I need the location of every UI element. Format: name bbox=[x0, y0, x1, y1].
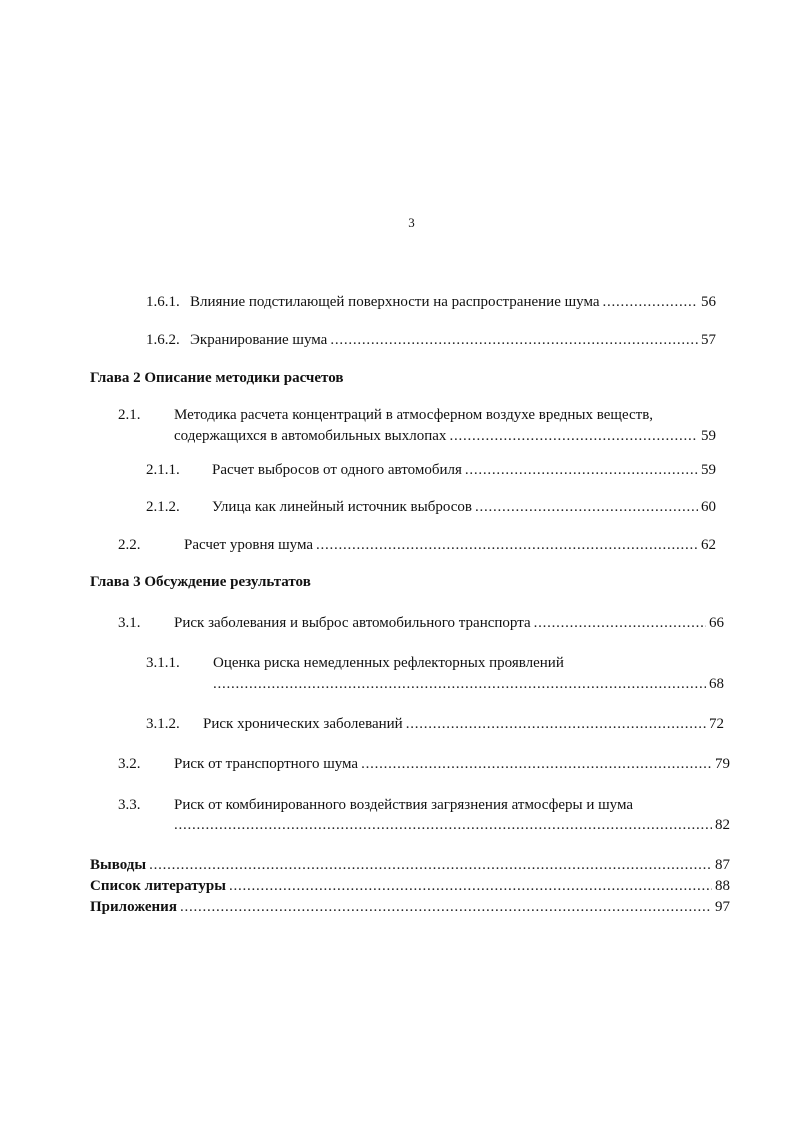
toc-entry-2-1-title-line1: Методика расчета концентраций в атмосферном воздухе вредных веществ, bbox=[174, 407, 654, 423]
toc-page: 59 bbox=[701, 428, 716, 444]
toc-page: 87 bbox=[715, 857, 730, 873]
toc-title: Влияние подстилающей поверхности на распространение шума bbox=[190, 294, 600, 310]
toc-leader bbox=[406, 714, 706, 734]
toc-leader bbox=[603, 292, 698, 312]
toc-page: 60 bbox=[701, 499, 716, 515]
toc-number: 2.1.2. bbox=[146, 499, 180, 515]
toc-page: 57 bbox=[701, 332, 716, 348]
toc-title: Улица как линейный источник выбросов bbox=[212, 499, 472, 515]
toc-entry-3-2 bbox=[118, 754, 730, 774]
toc-number: 2.2. bbox=[118, 537, 141, 553]
toc-leader bbox=[449, 426, 698, 446]
toc-entry-references bbox=[90, 876, 730, 896]
toc-number: 3.1. bbox=[118, 615, 141, 631]
toc-page: 59 bbox=[701, 462, 716, 478]
toc-title: Расчет выбросов от одного автомобиля bbox=[212, 462, 462, 478]
toc-entry-2-1 bbox=[174, 426, 716, 446]
toc-entry-conclusions bbox=[90, 855, 730, 875]
toc-number: 2.1.1. bbox=[146, 462, 180, 478]
toc-page: 97 bbox=[715, 899, 730, 915]
toc-title: содержащихся в автомобильных выхлопах bbox=[174, 428, 447, 444]
toc-title: Выводы bbox=[90, 857, 147, 873]
toc-title: Риск заболевания и выброс автомобильного транспорта bbox=[174, 615, 531, 631]
toc-title: Приложения bbox=[90, 899, 177, 915]
toc-entry-3-3-number: 3.3. bbox=[118, 797, 141, 813]
page-number: 3 bbox=[408, 215, 415, 230]
toc-entry-3-1-1-number: 3.1.1. bbox=[146, 655, 180, 671]
toc-page: 56 bbox=[701, 294, 716, 310]
toc-entry-3-3-title: Риск от комбинированного воздействия загрязнения атмосферы и шума bbox=[174, 797, 634, 813]
toc-title: Экранирование шума bbox=[190, 332, 328, 348]
toc-number: 1.6.2. bbox=[146, 332, 180, 348]
toc-title: Список литературы bbox=[90, 878, 226, 894]
toc-page: 82 bbox=[715, 817, 730, 833]
toc-title: Риск от транспортного шума bbox=[174, 756, 359, 772]
toc-title: Расчет уровня шума bbox=[184, 537, 314, 553]
toc-entry-3-1-1-title: Оценка риска немедленных рефлекторных проявлений bbox=[213, 655, 564, 671]
toc-page: 72 bbox=[709, 716, 724, 732]
toc-leader bbox=[316, 535, 698, 555]
toc-leader bbox=[361, 754, 712, 774]
toc-number: 3.2. bbox=[118, 756, 141, 772]
toc-leader bbox=[534, 613, 706, 633]
chapter-2-heading: Глава 2 Описание методики расчетов bbox=[90, 370, 344, 386]
toc-page: 62 bbox=[701, 537, 716, 553]
toc-entry-3-1-2 bbox=[146, 714, 724, 734]
toc-leader bbox=[229, 876, 712, 896]
chapter-3-heading: Глава 3 Обсуждение результатов bbox=[90, 574, 311, 590]
toc-page: 68 bbox=[709, 676, 724, 692]
toc-entry-2-1-2 bbox=[146, 497, 716, 517]
toc-page: 88 bbox=[715, 878, 730, 894]
toc-leader bbox=[180, 897, 712, 917]
toc-entry-2-2 bbox=[118, 535, 716, 555]
toc-entry-2-1-number: 2.1. bbox=[118, 407, 141, 423]
toc-leader bbox=[149, 855, 712, 875]
toc-entry-3-1-1 bbox=[213, 674, 724, 694]
toc-page: 66 bbox=[709, 615, 724, 631]
toc-number: 1.6.1. bbox=[146, 294, 180, 310]
toc-number: 3.1.2. bbox=[146, 716, 180, 732]
toc-entry-1-6-1 bbox=[146, 292, 716, 312]
toc-leader bbox=[213, 674, 706, 694]
toc-entry-2-1-1 bbox=[146, 460, 716, 480]
toc-entry-3-3 bbox=[174, 815, 730, 835]
toc-leader bbox=[475, 497, 698, 517]
toc-title: Риск хронических заболеваний bbox=[203, 716, 403, 732]
toc-entry-appendices bbox=[90, 897, 730, 917]
toc-leader bbox=[174, 815, 712, 835]
toc-leader bbox=[330, 330, 698, 350]
toc-entry-3-1 bbox=[118, 613, 724, 633]
toc-page: 79 bbox=[715, 756, 730, 772]
toc-entry-1-6-2 bbox=[146, 330, 716, 350]
toc-leader bbox=[465, 460, 698, 480]
